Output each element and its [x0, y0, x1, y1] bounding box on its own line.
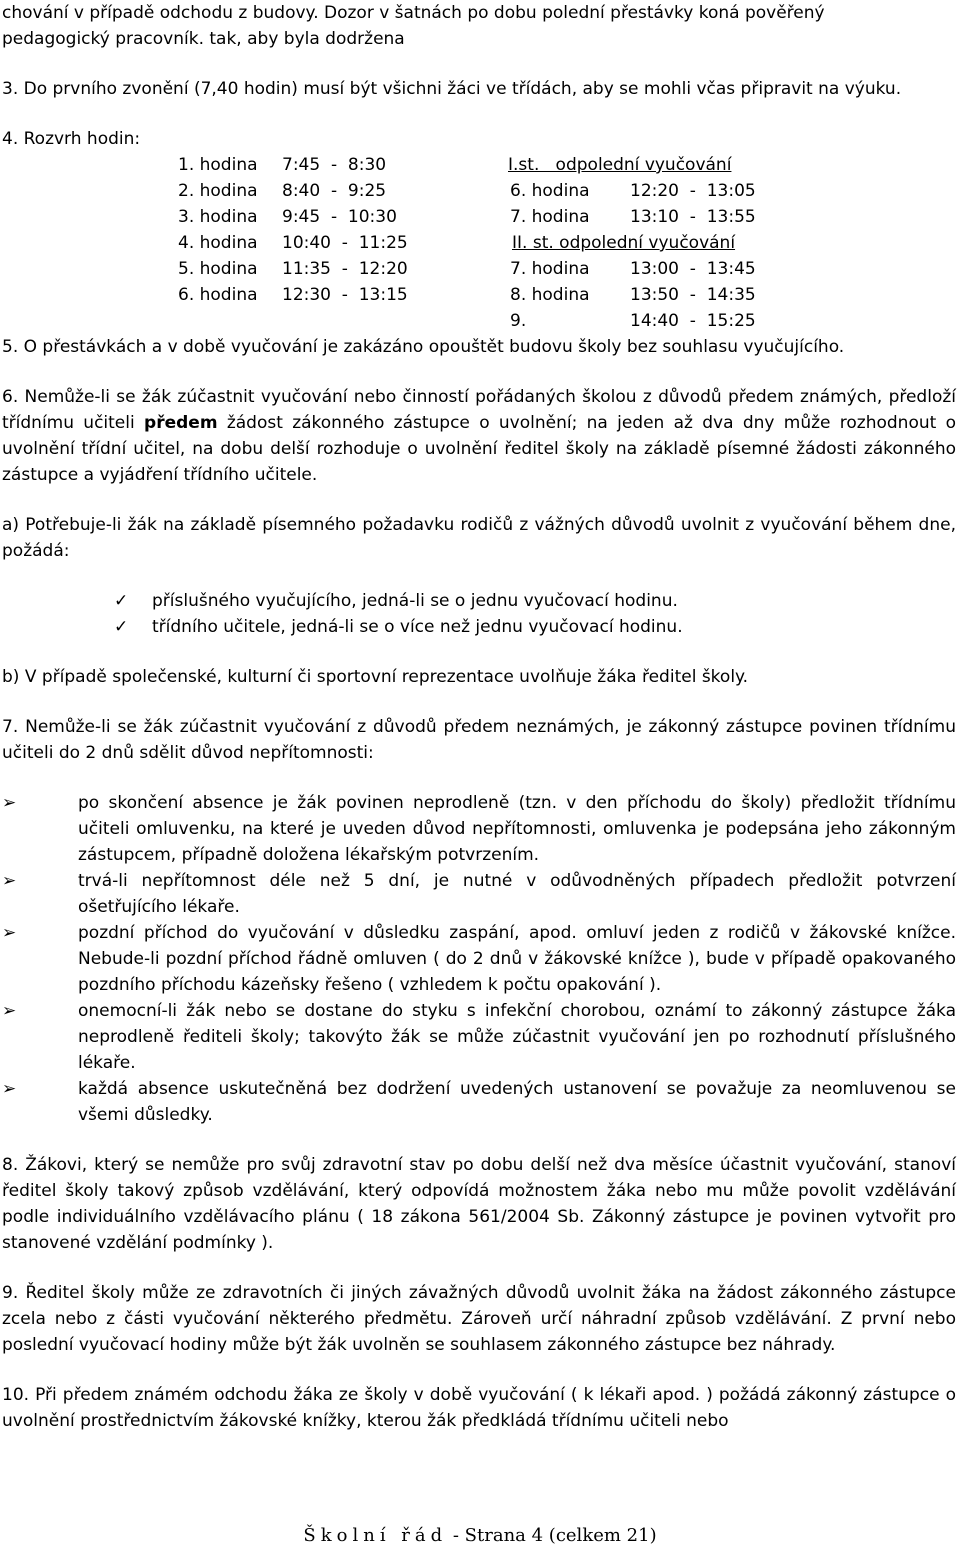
schedule-afternoon-label: 9.: [510, 311, 527, 331]
arrow-list-item: [2, 920, 956, 998]
schedule-afternoon-time: 14:40 - 15:25: [630, 311, 756, 331]
schedule-table: [2, 152, 956, 334]
arrow-list-item: [2, 868, 956, 920]
arrow-bullet-icon: ➢: [2, 871, 17, 891]
schedule-afternoon-label: 6. hodina: [510, 181, 590, 201]
arrow-bullet-icon: ➢: [2, 1079, 17, 1099]
intro-line-1: chování v případě odchodu z budovy. Dozor v šatnách po dobu polední přestávky koná pověřený: [2, 3, 825, 23]
arrow-list-item: [2, 1076, 956, 1128]
paragraph-3: 3. Do prvního zvonění (7,40 hodin) musí být všichni žáci ve třídách, aby se mohli včas připravit na výuku.: [2, 79, 902, 99]
arrow-bullet-icon: ➢: [2, 793, 17, 813]
schedule-afternoon-time: 13:00 - 13:45: [630, 259, 756, 279]
document-page: [2, 0, 956, 1434]
schedule-afternoon-label: 7. hodina: [510, 259, 590, 279]
intro-line-2: pedagogický pracovník. tak, aby byla dodržena: [2, 29, 405, 49]
schedule-morning-label: 1. hodina: [178, 155, 258, 175]
checklist-item: [2, 588, 956, 614]
paragraph-6-text-end: žádost zákonného zástupce o uvolnění; na jeden až dva dny může rozhodnout o uvolnění třídní učitel, na dobu delší rozhoduje o uvolnění ředitel školy na základě písemné žádosti zákonného zástupce a vyjádření třídního učitele.: [2, 413, 956, 485]
arrow-list-item: [2, 998, 956, 1076]
schedule-morning-time: 11:35 - 12:20: [282, 259, 408, 279]
arrow-list-item-text: po skončení absence je žák povinen neprodleně (tzn. v den příchodu do školy) předložit třídnímu učiteli omluvenku, na které je uveden důvod nepřítomnosti, omluvenka je podepsána jeho zákonným zástupcem, případně doložena lékařským potvrzením.: [78, 793, 956, 865]
afternoon-1-title: I.st. odpolední vyučování: [508, 155, 732, 175]
schedule-afternoon-label: 7. hodina: [510, 207, 590, 227]
paragraph-9: 9. Ředitel školy může ze zdravotních či jiných závažných důvodů uvolnit žáka na žádost zákonného zástupce zcela nebo z části vyučování některého předmětu. Zároveň určí náhradní způsob vzdělávání. Z první nebo poslední vyučovací hodiny může být žák uvolněn se souhlasem zákonného zástupce bez náhrady.: [2, 1283, 956, 1355]
checklist-item: [2, 614, 956, 640]
arrow-bullet-icon: ➢: [2, 923, 17, 943]
schedule-morning-time: 9:45 - 10:30: [282, 207, 397, 227]
checklist-item-text: příslušného vyučujícího, jedná-li se o jednu vyučovací hodinu.: [152, 591, 678, 611]
paragraph-6a: a) Potřebuje-li žák na základě písemného požadavku rodičů z vážných důvodů uvolnit z vyučování během dne, požádá:: [2, 515, 956, 561]
schedule-morning-label: 3. hodina: [178, 207, 258, 227]
afternoon-2-title: II. st. odpolední vyučování: [512, 233, 736, 253]
paragraph-6: [2, 384, 956, 488]
arrow-list-item: [2, 790, 956, 868]
schedule-morning-label: 2. hodina: [178, 181, 258, 201]
paragraph-10: 10. Při předem známém odchodu žáka ze školy v době vyučování ( k lékaři apod. ) požádá zákonný zástupce o uvolnění prostřednictvím žákovské knížky, kterou žák předkládá třídnímu učiteli nebo: [2, 1385, 956, 1431]
schedule-morning-time: 7:45 - 8:30: [282, 155, 387, 175]
schedule-morning-time: 12:30 - 13:15: [282, 285, 408, 305]
schedule-morning-label: 5. hodina: [178, 259, 258, 279]
schedule-morning-label: 6. hodina: [178, 285, 258, 305]
paragraph-7: 7. Nemůže-li se žák zúčastnit vyučování z důvodů předem neznámých, je zákonný zástupce povinen třídnímu učiteli do 2 dnů sdělit důvod nepřítomnosti:: [2, 717, 956, 763]
schedule-afternoon-label: 8. hodina: [510, 285, 590, 305]
arrow-list-item-text: onemocní-li žák nebo se dostane do styku s infekční chorobou, oznámí to zákonný zástupce žáka neprodleně řediteli školy; takovýto žák se může zúčastnit vyučování jen po rozhodnutí příslušného lékaře.: [78, 1001, 956, 1073]
schedule-title: 4. Rozvrh hodin:: [2, 129, 141, 149]
check-icon: ✓: [114, 617, 129, 637]
footer-title: Školní řád: [303, 1525, 448, 1546]
paragraph-6-text: 6. Nemůže-li se žák zúčastnit vyučování nebo činností pořádaných školou z důvodů předem známých, předloží třídnímu učiteli: [2, 387, 956, 433]
paragraph-6b: b) V případě společenské, kulturní či sportovní reprezentace uvolňuje žáka ředitel školy.: [2, 667, 749, 687]
paragraph-8: 8. Žákovi, který se nemůže pro svůj zdravotní stav po dobu delší než dva měsíce účastnit vyučování, stanoví ředitel školy takový způsob vzdělávání, který odpovídá možnostem žáka nebo mu může povolit vzdělávání podle individuálního vzdělávacího plánu ( 18 zákona 561/2004 Sb. Zákonný zástupce je povinen vytvořit pro stanovené vzdělání podmínky ).: [2, 1155, 956, 1253]
arrow-list-item-text: každá absence uskutečněná bez dodržení uvedených ustanovení se považuje za neomluvenou se všemi důsledky.: [78, 1079, 956, 1125]
schedule-afternoon-time: 13:10 - 13:55: [630, 207, 756, 227]
paragraph-6-bold: předem: [144, 413, 218, 433]
schedule-morning-time: 10:40 - 11:25: [282, 233, 408, 253]
arrow-list-item-text: pozdní příchod do vyučování v důsledku zaspání, apod. omluví jeden z rodičů v žákovské knížce. Nebude-li pozdní příchod řádně omluven ( do 2 dnů v žákovské knížce ), bude v případě opakovaného pozdního příchodu kázeňsky řešeno ( vzhledem k počtu opakování ).: [78, 923, 956, 995]
schedule-afternoon-time: 13:50 - 14:35: [630, 285, 756, 305]
arrow-list-item-text: trvá-li nepřítomnost déle než 5 dní, je nutné v odůvodněných případech předložit potvrzení ošetřujícího lékaře.: [78, 871, 956, 917]
paragraph-5: 5. O přestávkách a v době vyučování je zakázáno opouštět budovu školy bez souhlasu vyučujícího.: [2, 337, 845, 357]
checklist-item-text: třídního učitele, jedná-li se o více než jednu vyučovací hodinu.: [152, 617, 683, 637]
schedule-morning-time: 8:40 - 9:25: [282, 181, 387, 201]
page-footer: [0, 1524, 960, 1548]
schedule-afternoon-time: 12:20 - 13:05: [630, 181, 756, 201]
arrow-bullet-icon: ➢: [2, 1001, 17, 1021]
schedule-morning-label: 4. hodina: [178, 233, 258, 253]
check-icon: ✓: [114, 591, 129, 611]
footer-page-number: - Strana 4 (celkem 21): [447, 1525, 657, 1546]
